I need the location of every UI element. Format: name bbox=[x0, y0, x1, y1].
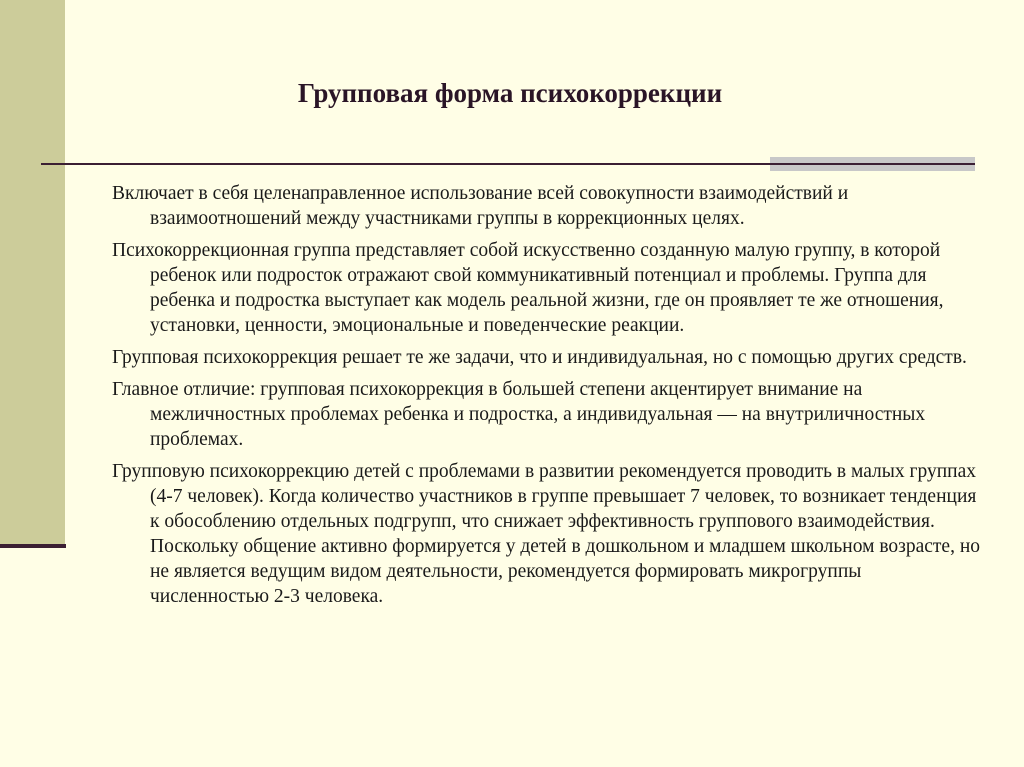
paragraph-1: Включает в себя целенаправленное использование всей совокупности взаимодействий и взаимоотношений между участниками группы в коррекционных целях. bbox=[112, 183, 849, 229]
title-divider-accent bbox=[770, 157, 975, 177]
paragraph-2: Психокоррекционная группа представляет собой искусственно созданную малую группу, в которой ребенок или подросток отражают свой коммуникативный потенциал и проблемы. Группа для ребенка и подростка выступает как модель реальной жизни, где он проявляет те же отношения, установки, ценности, эмоциональные и поведенческие реакции. bbox=[112, 240, 944, 336]
paragraph-3: Групповая психокоррекция решает те же задачи, что и индивидуальная, но с помощью других средств. bbox=[112, 347, 967, 368]
left-accent-band bbox=[0, 0, 65, 545]
slide-body bbox=[112, 181, 982, 616]
title-divider bbox=[41, 163, 770, 165]
slide-title: Групповая форма психокоррекции bbox=[297, 78, 723, 108]
left-band-divider bbox=[0, 544, 66, 548]
paragraph-4: Главное отличие: групповая психокоррекция в большей степени акцентирует внимание на межличностных проблемах ребенка и подростка, а индивидуальная — на внутриличностных проблемах. bbox=[112, 379, 926, 450]
paragraph-5: Групповую психокоррекцию детей с проблемами в развитии рекомендуется проводить в малых группах (4-7 человек). Когда количество участников в группе превышает 7 человек, то возникает тенденция к обособлению отдельных подгрупп, что снижает эффективность группового взаимодействия. Поскольку общение активно формируется у детей в дошкольном и младшем школьном возрасте, но не является ведущим видом деятельности, рекомендуется формировать микрогруппы численностью 2-3 человека. bbox=[112, 461, 981, 607]
